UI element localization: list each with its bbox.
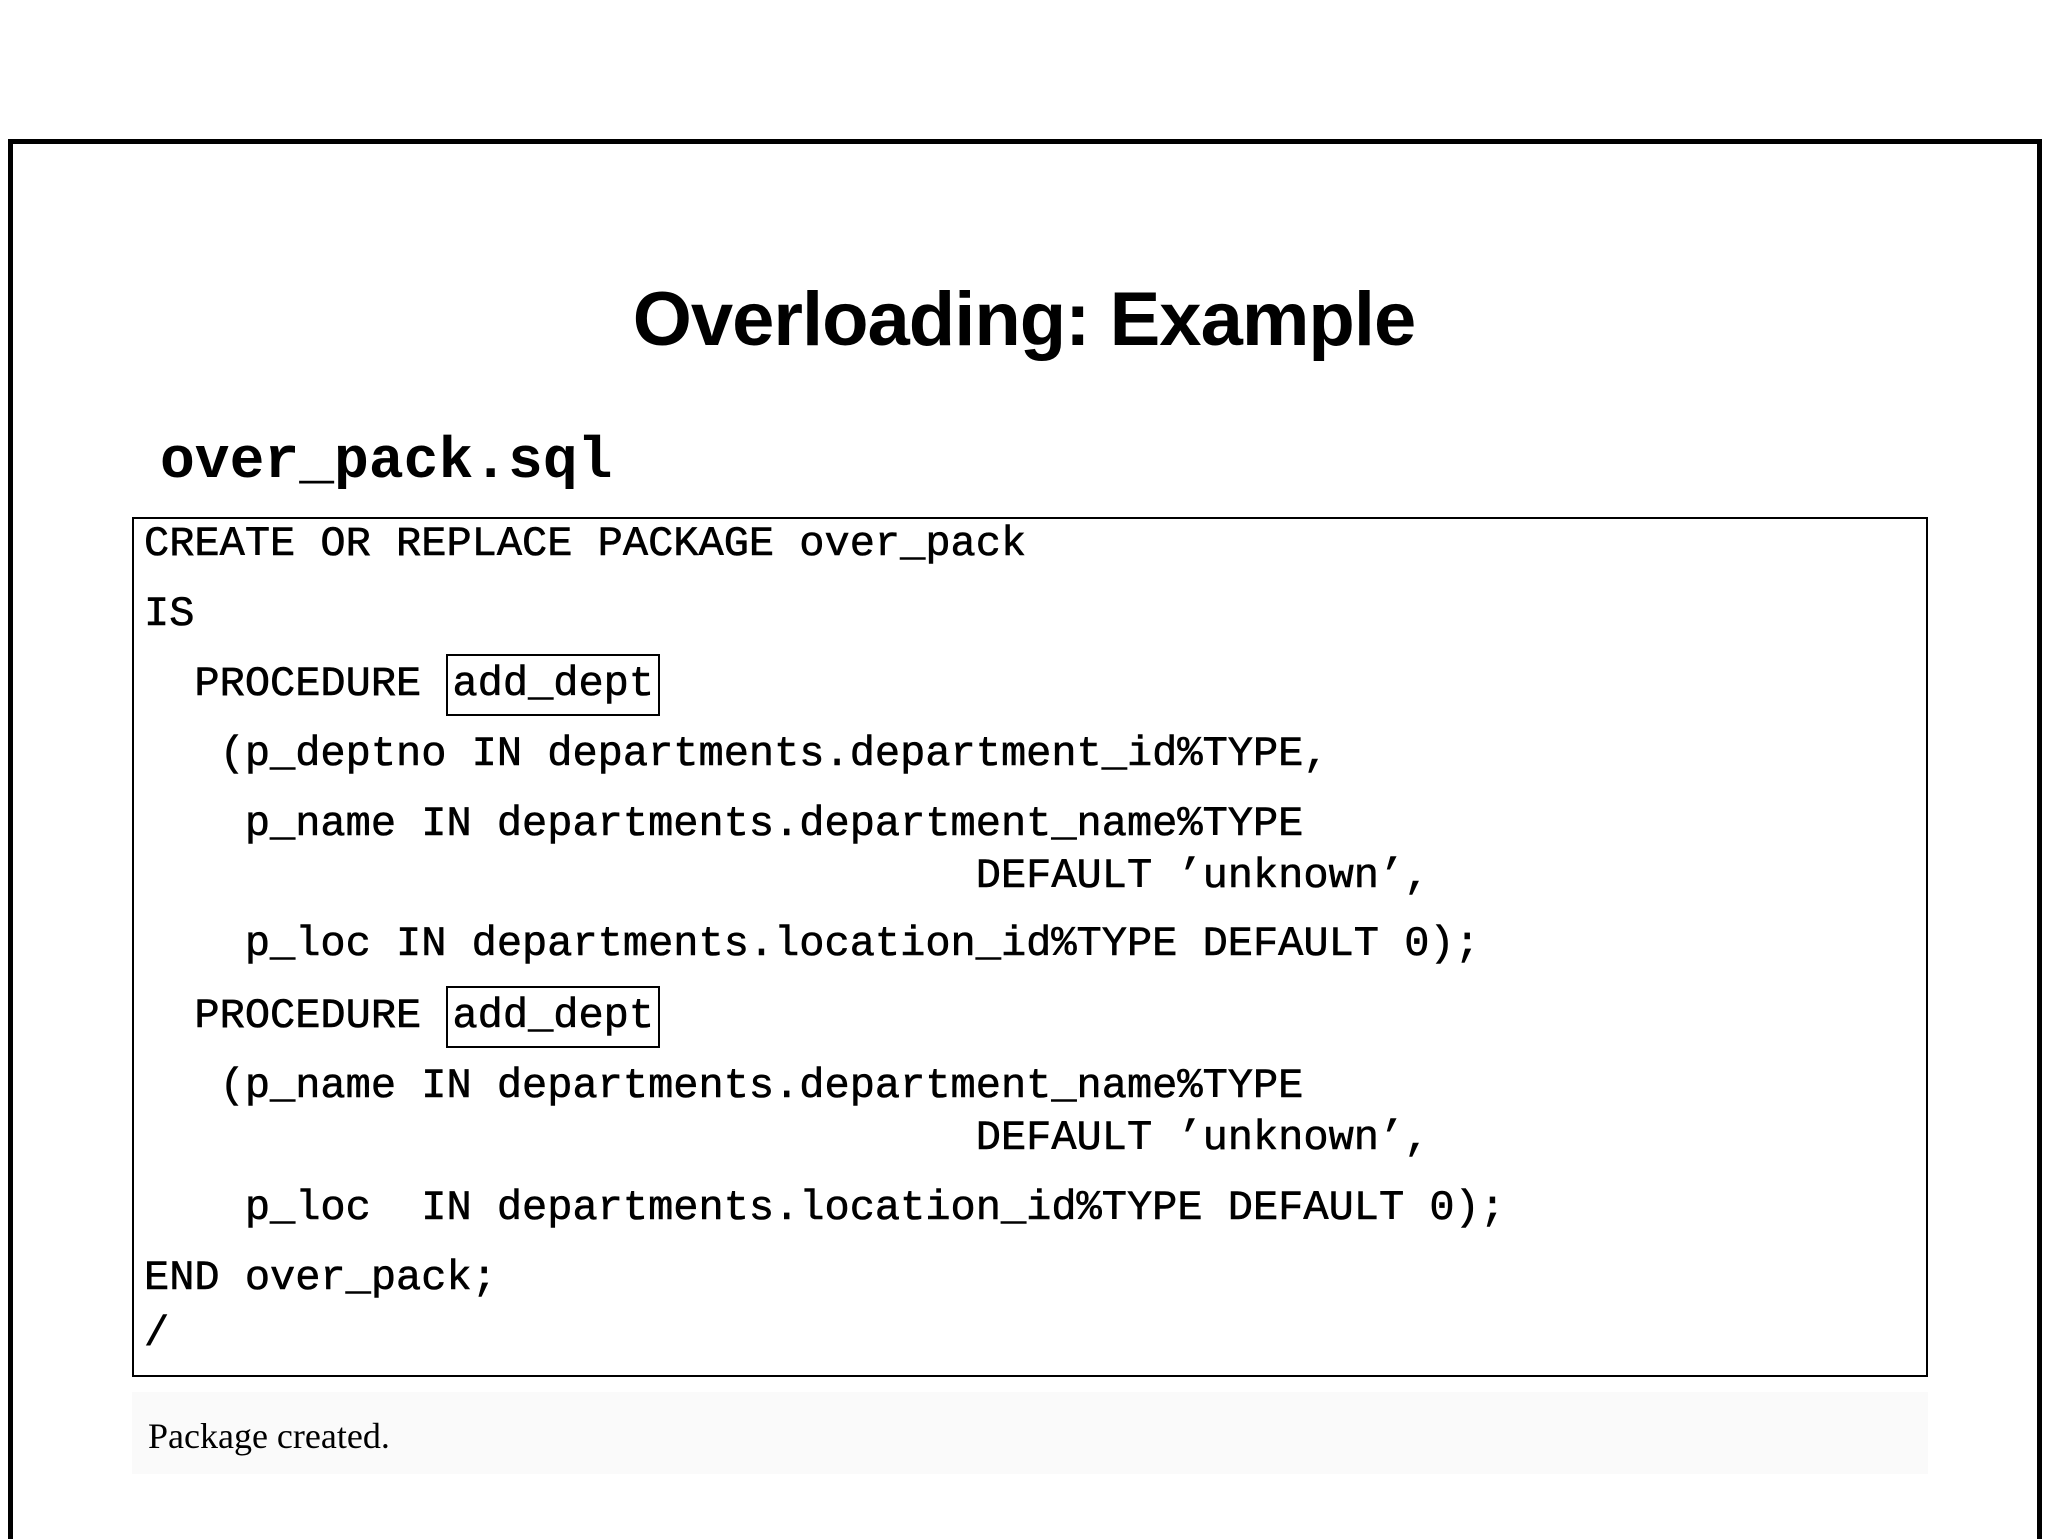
code-line-12: END over_pack; [144,1254,497,1302]
code-block [132,517,1928,1377]
code-line-8 [144,991,660,1041]
code-line-4: (p_deptno IN departments.department_id%TYPE, [144,730,1329,778]
slide-title: Overloading: Example [632,277,1416,362]
code-line-7: p_loc IN departments.location_id%TYPE DEFAULT 0); [144,920,1480,968]
output-panel [132,1392,1928,1474]
code-line-3 [144,659,660,709]
code-line-6: DEFAULT ’unknown’, [144,852,1430,900]
code-line-13: / [144,1310,170,1358]
highlighted-procedure-name: add_dept [446,986,660,1048]
highlighted-procedure-name: add_dept [446,654,660,716]
output-message: Package created. [148,1416,390,1456]
code-line-1: CREATE OR REPLACE PACKAGE over_pack [144,520,1027,568]
code-line-11: p_loc IN departments.location_id%TYPE DEFAULT 0); [144,1184,1506,1232]
procedure-keyword: PROCEDURE [144,660,447,708]
code-line-5: p_name IN departments.department_name%TYPE [144,800,1304,848]
code-line-2: IS [144,590,195,638]
file-label: over_pack.sql [160,430,613,495]
procedure-keyword: PROCEDURE [144,992,447,1040]
code-line-9: (p_name IN departments.department_name%TYPE [144,1062,1304,1110]
code-line-10: DEFAULT ’unknown’, [144,1114,1430,1162]
